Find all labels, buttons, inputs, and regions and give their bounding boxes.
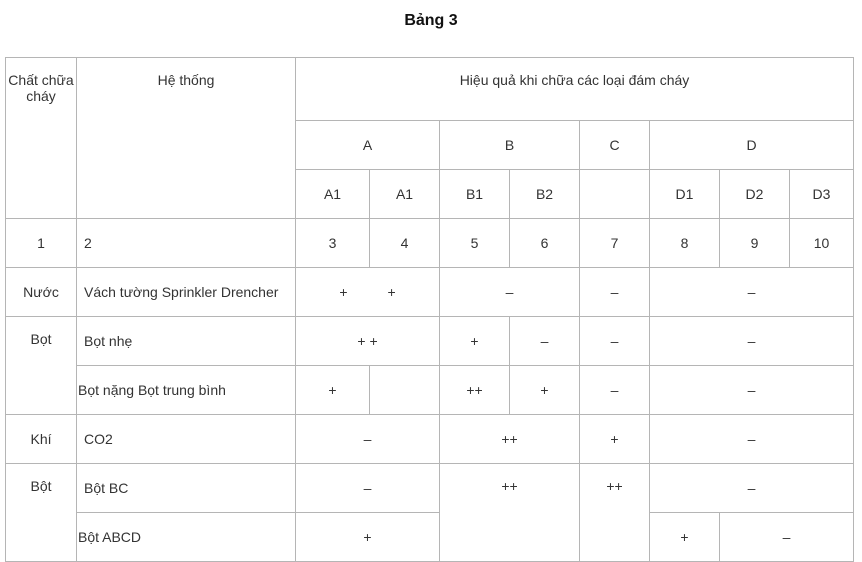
header-agent: Chất chữa cháy (6, 58, 77, 219)
cell-a: – (296, 464, 440, 513)
cell-d2-d3: – (720, 513, 854, 562)
column-number: 6 (510, 219, 580, 268)
cell-b1: ++ (440, 366, 510, 415)
column-number: 7 (580, 219, 650, 268)
column-number: 5 (440, 219, 510, 268)
header-sub-d1: D1 (650, 170, 720, 219)
system-name: Vách tường Sprinkler Drencher (77, 268, 296, 317)
column-number: 4 (370, 219, 440, 268)
cell-a: + (296, 513, 440, 562)
cell-c: + (580, 415, 650, 464)
cell-b2: – (510, 317, 580, 366)
header-class-d: D (650, 121, 854, 170)
system-name: CO2 (77, 415, 296, 464)
cell-d1: + (650, 513, 720, 562)
cell-b: ++ (440, 464, 580, 562)
group-gas: Khí (6, 415, 77, 464)
table-row-foam-light (6, 317, 854, 366)
cell-a1: + (296, 366, 370, 415)
column-number: 10 (790, 219, 854, 268)
column-number: 3 (296, 219, 370, 268)
cell-value: + (387, 284, 396, 300)
cell-a (296, 268, 440, 317)
header-sub-a1: A1 (296, 170, 370, 219)
cell-b1: + (440, 317, 510, 366)
group-foam: Bọt (6, 317, 77, 415)
cell-c: ++ (580, 464, 650, 562)
column-number: 9 (720, 219, 790, 268)
column-number: 1 (6, 219, 77, 268)
cell-d: – (650, 317, 854, 366)
cell-a1-second (370, 366, 440, 415)
header-system: Hệ thống (77, 58, 296, 219)
column-number: 2 (77, 219, 296, 268)
header-sub-b2: B2 (510, 170, 580, 219)
header-sub-d3: D3 (790, 170, 854, 219)
cell-d: – (650, 268, 854, 317)
cell-d: – (650, 415, 854, 464)
cell-d: – (650, 464, 854, 513)
group-powder: Bột (6, 464, 77, 562)
header-sub-b1: B1 (440, 170, 510, 219)
header-sub-d2: D2 (720, 170, 790, 219)
table-row-water (6, 268, 854, 317)
cell-b: – (440, 268, 580, 317)
cell-c: – (580, 317, 650, 366)
table-row-powder-abcd (6, 513, 854, 562)
cell-a: + + (296, 317, 440, 366)
system-name: Bọt nhẹ (77, 317, 296, 366)
header-effectiveness: Hiệu quả khi chữa các loại đám cháy (296, 58, 854, 121)
cell-a: – (296, 415, 440, 464)
table-row-co2 (6, 415, 854, 464)
column-number: 8 (650, 219, 720, 268)
header-class-a: A (296, 121, 440, 170)
cell-b2: + (510, 366, 580, 415)
fire-extinguishing-table (5, 57, 854, 562)
group-water: Nước (6, 268, 77, 317)
header-class-c: C (580, 121, 650, 170)
numbering-row (6, 219, 854, 268)
table-row-foam-heavy (6, 366, 854, 415)
cell-c: – (580, 268, 650, 317)
system-name: Bột BC (77, 464, 296, 513)
system-name: Bọt nặng Bọt trung bình (77, 366, 296, 415)
system-name: Bột ABCD (77, 513, 296, 562)
cell-value: + (339, 284, 348, 300)
cell-d: – (650, 366, 854, 415)
table-caption: Bảng 3 (404, 12, 458, 29)
header-class-b: B (440, 121, 580, 170)
cell-b: ++ (440, 415, 580, 464)
cell-c: – (580, 366, 650, 415)
header-sub-a1-second: A1 (370, 170, 440, 219)
header-sub-c (580, 170, 650, 219)
table-row-powder-bc (6, 464, 854, 513)
